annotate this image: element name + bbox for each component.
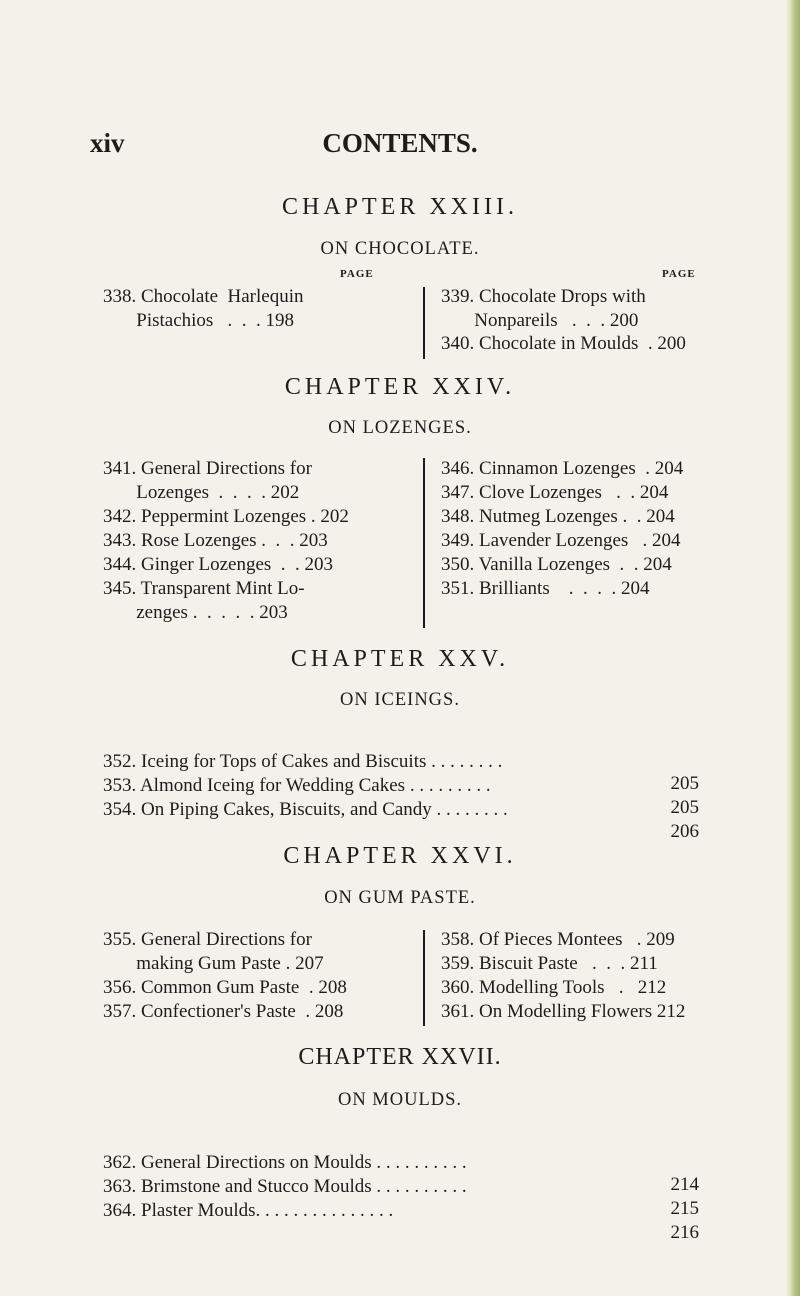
chapter-xxiii-title: CHAPTER XXIII. xyxy=(282,194,518,220)
chapter-xxvii-subtitle: ON MOULDS. xyxy=(337,1090,463,1110)
toc-entry-346: 346. Cinnamon Lozenges . 204 xyxy=(441,458,684,479)
running-title: CONTENTS. xyxy=(322,128,478,158)
toc-entry-358: 358. Of Pieces Montees . 209 xyxy=(441,929,675,950)
toc-entry-359: 359. Biscuit Paste . . . 211 xyxy=(441,953,658,974)
toc-entry-357: 357. Confectioner's Paste . 208 xyxy=(103,1001,344,1022)
toc-entry-339-cont: Nonpareils . . . 200 xyxy=(441,310,639,331)
toc-entry-341-cont: Lozenges . . . . 202 xyxy=(103,482,300,503)
toc-entry-345: 345. Transparent Mint Lo- xyxy=(103,578,305,599)
toc-entry-338-cont: Pistachios . . . 198 xyxy=(103,310,295,331)
toc-entry-363: 363. Brimstone and Stucco Moulds . . . . . . . . . . 215 xyxy=(103,1176,699,1219)
toc-entry-352: 352. Iceing for Tops of Cakes and Biscuits . . . . . . . . 205 xyxy=(103,751,699,794)
toc-entry-343: 343. Rose Lozenges . . . 203 xyxy=(103,530,328,551)
toc-entry-355-cont: making Gum Paste . 207 xyxy=(103,953,324,974)
toc-entry-348: 348. Nutmeg Lozenges . . 204 xyxy=(441,506,675,527)
toc-entry-338: 338. Chocolate Harlequin xyxy=(103,286,304,307)
toc-entry-349: 349. Lavender Lozenges . 204 xyxy=(441,530,681,551)
chapter-xxv-title: CHAPTER XXV. xyxy=(290,646,510,672)
column-divider xyxy=(423,287,425,359)
toc-entry-342: 342. Peppermint Lozenges . 202 xyxy=(103,506,349,527)
toc-entry-362: 362. General Directions on Moulds . . . . . . . . . . 214 xyxy=(103,1152,699,1195)
chapter-xxiv-title: CHAPTER XXIV. xyxy=(284,374,516,400)
toc-entry-347: 347. Clove Lozenges . . 204 xyxy=(441,482,669,503)
chapter-xxvi-title: CHAPTER XXVI. xyxy=(283,843,517,869)
chapter-xxiv-subtitle: ON LOZENGES. xyxy=(328,418,472,438)
toc-entry-350: 350. Vanilla Lozenges . . 204 xyxy=(441,554,672,575)
page-column-label-left: PAGE xyxy=(340,268,374,280)
toc-entry-356: 356. Common Gum Paste . 208 xyxy=(103,977,347,998)
toc-entry-353: 353. Almond Iceing for Wedding Cakes . . . . . . . . . 205 xyxy=(103,775,699,818)
toc-entry-340: 340. Chocolate in Moulds . 200 xyxy=(441,333,686,354)
toc-entry-339: 339. Chocolate Drops with xyxy=(441,286,646,307)
toc-entry-344: 344. Ginger Lozenges . . 203 xyxy=(103,554,334,575)
chapter-xxiii-subtitle: ON CHOCOLATE. xyxy=(320,239,480,259)
column-divider xyxy=(423,458,425,628)
toc-entry-360: 360. Modelling Tools . 212 xyxy=(441,977,667,998)
chapter-xxvii-title: CHAPTER XXVII. xyxy=(298,1044,502,1070)
column-divider xyxy=(423,930,425,1026)
toc-entry-345-cont: zenges . . . . . 203 xyxy=(103,602,288,623)
chapter-xxvi-subtitle: ON GUM PASTE. xyxy=(324,888,476,908)
page-number: xiv xyxy=(90,128,125,158)
toc-entry-361: 361. On Modelling Flowers 212 xyxy=(441,1001,686,1022)
running-header xyxy=(0,128,800,160)
chapter-xxv-subtitle: ON ICEINGS. xyxy=(340,690,460,710)
toc-entry-351: 351. Brilliants . . . . 204 xyxy=(441,578,650,599)
toc-entry-341: 341. General Directions for xyxy=(103,458,312,479)
toc-entry-364: 364. Plaster Moulds. . . . . . . . . . . . . . . 216 xyxy=(103,1200,699,1243)
toc-entry-354: 354. On Piping Cakes, Biscuits, and Candy . . . . . . . . 206 xyxy=(103,799,699,842)
page-column-label-right: PAGE xyxy=(662,268,696,280)
toc-entry-355: 355. General Directions for xyxy=(103,929,312,950)
